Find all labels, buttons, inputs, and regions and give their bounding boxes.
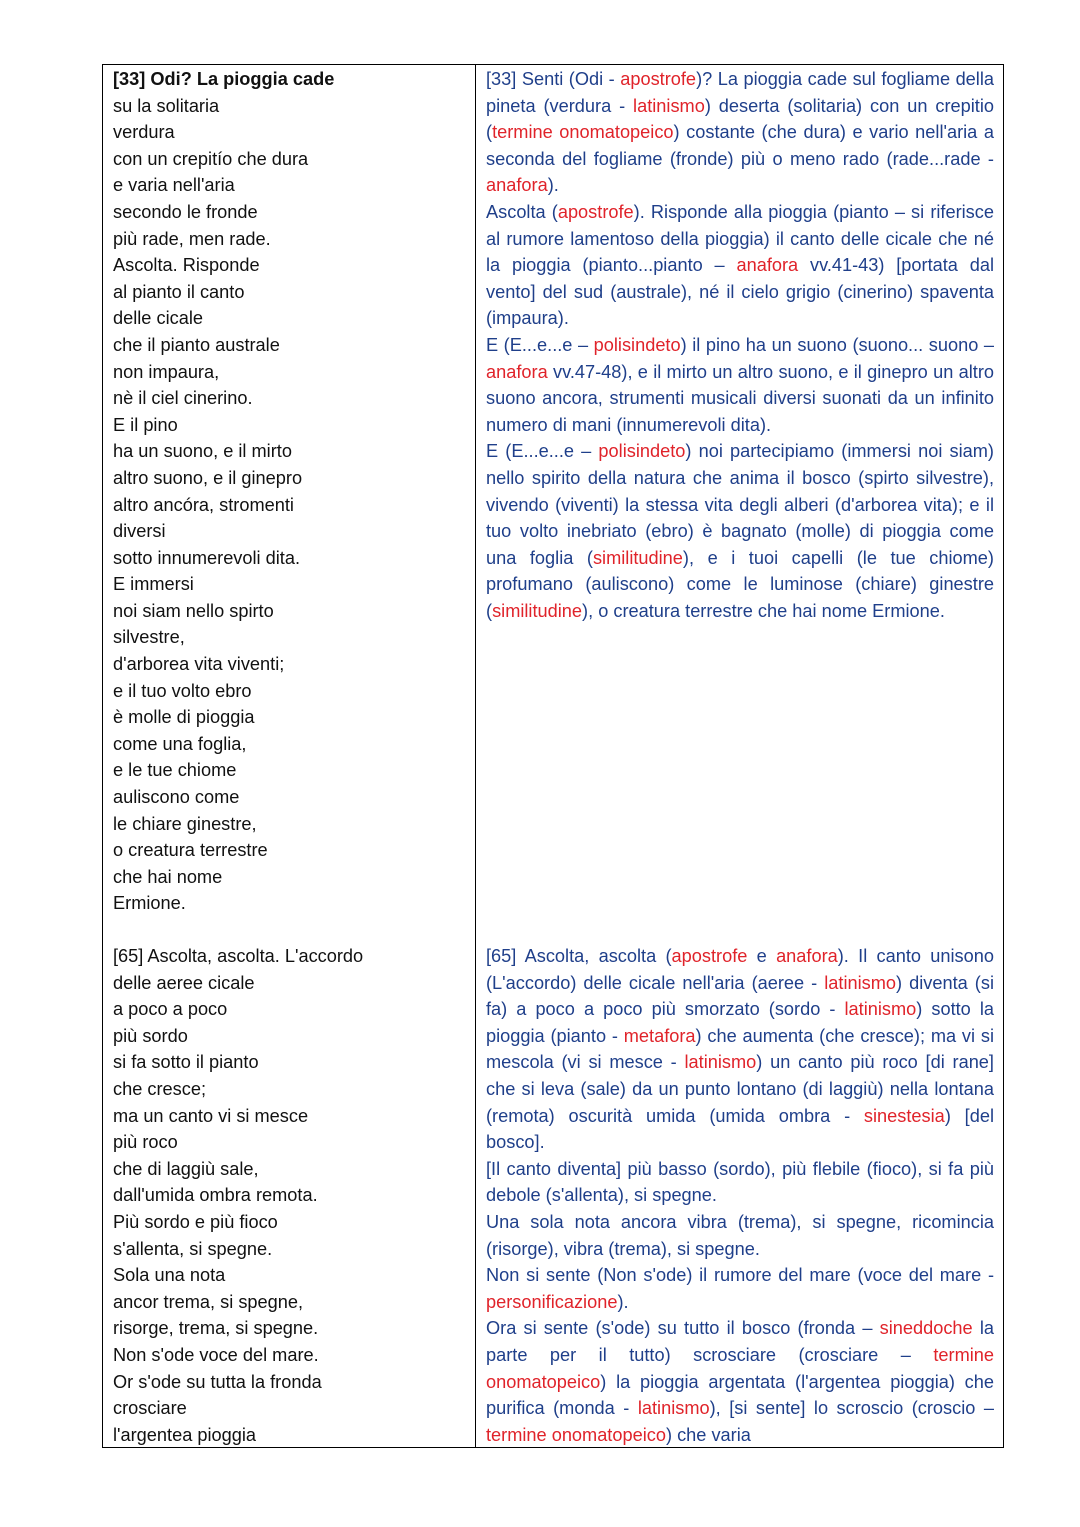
verse-line: a poco a poco <box>113 999 228 1020</box>
verse-line: secondo le fronde <box>113 201 258 222</box>
commentary-paragraph: [33] Senti (Odi - apostrofe)? La pioggia cade sul fogliame della pineta (verdura - latinismo) deserta (solitaria) con un crepitio (termine onomatopeico) costante (che dura) e vario nell'aria a seconda del fogliame (fronde) più o meno rado (rade...rade - anafora). <box>486 69 995 196</box>
commentary-paragraph: Ora si sente (s'ode) su tutto il bosco (fronda – sineddoche la parte per il tutto) scrosciare (crosciare – termine onomatopeico) la pioggia argentata (l'argentea pioggia) che purifica (monda - latinismo), [si sente] lo scroscio (croscio – termine onomatopeico) che varia <box>486 1318 994 1445</box>
figure-term: latinismo <box>824 972 897 993</box>
figure-term: latinismo <box>633 95 705 116</box>
figure-term: polisindeto <box>598 441 686 462</box>
verse-line: silvestre, <box>113 627 185 648</box>
verse-line: e le tue chiome <box>113 760 237 781</box>
verse-line: diversi <box>113 521 166 542</box>
verse-line: noi siam nello spirto <box>113 600 274 621</box>
figure-term: latinismo <box>684 1052 757 1073</box>
verse-line: altro suono, e il ginepro <box>113 467 303 488</box>
commentary-paragraph: E (E...e...e – polisindeto) il pino ha un suono (suono... suono – anafora vv.47-48), e il mirto un altro suono, e il ginepro un altro suono ancora, strumenti musicali diversi suonati da un infinito numero di mani (innumerevoli dita). <box>486 334 994 435</box>
commentary-paragraph: E (E...e...e – polisindeto) noi partecipiamo (immersi noi siam) nello spirito della natura che anima il bosco (spirto silvestre), vivendo (viventi) la stessa vita degli alberi (d'arborea vita); e il tuo volto inebriato (ebro) è bagnato (molle) di pioggia come una foglia (similitudine), e i tuoi capelli (le tue chiome) profumano (auliscono) come le luminose (chiare) ginestre (similitudine), o creatura terrestre che hai nome Ermione. <box>486 441 994 621</box>
commentary-block-65 <box>486 943 994 1448</box>
commentary-block-33 <box>486 66 994 624</box>
verse-line: più sordo <box>113 1025 188 1046</box>
verse-block-65 <box>113 943 468 1448</box>
commentary-paragraph: [Il canto diventa] più basso (sordo), più flebile (fioco), si fa più debole (s'allenta), si spegne. <box>486 1158 994 1206</box>
figure-term: termine onomatopeico <box>486 1424 666 1445</box>
figure-term: termine onomatopeico <box>486 1344 994 1392</box>
figure-term: anafora <box>736 255 799 276</box>
verse-line: d'arborea vita viventi; <box>113 654 285 675</box>
verse-line: si fa sotto il pianto <box>113 1052 259 1073</box>
verse-line: più rade, men rade. <box>113 228 271 249</box>
verse-line: che hai nome <box>113 866 223 887</box>
verse-line: Ascolta. Risponde <box>113 255 260 276</box>
figure-term: anafora <box>486 175 548 196</box>
verse-line: e il tuo volto ebro <box>113 680 252 701</box>
verse-line <box>113 66 468 93</box>
verse-line: Non s'ode voce del mare. <box>113 1344 319 1365</box>
verse-line: come una foglia, <box>113 733 247 754</box>
verse-line: e varia nell'aria <box>113 175 235 196</box>
verse-block-33 <box>113 66 468 917</box>
verse-line: nè il ciel cinerino. <box>113 388 253 409</box>
verse-line: o creatura terrestre <box>113 840 268 861</box>
figure-term: anafora <box>486 361 548 382</box>
commentary-paragraph: Non si sente (Non s'ode) il rumore del mare (voce del mare - personificazione). <box>486 1265 994 1312</box>
verse-line: E il pino <box>113 414 178 435</box>
column-divider <box>475 64 476 1448</box>
verse-line: risorge, trema, si spegne. <box>113 1318 319 1339</box>
verse-line: dall'umida ombra remota. <box>113 1185 318 1206</box>
verse-line: che di laggiù sale, <box>113 1158 259 1179</box>
verse-line: Più sordo e più fioco <box>113 1211 278 1232</box>
verse-line: ha un suono, e il mirto <box>113 441 292 462</box>
figure-term: sineddoche <box>879 1318 973 1339</box>
verse-line: altro ancóra, stromenti <box>113 494 294 515</box>
verse-line: verdura <box>113 122 175 143</box>
verse-line: s'allenta, si spegne. <box>113 1238 273 1259</box>
verse-line: [65] Ascolta, ascolta. L'accordo <box>113 946 364 966</box>
verse-line: ma un canto vi si mesce <box>113 1105 309 1126</box>
verse-line: che cresce; <box>113 1078 206 1099</box>
verse-line: Sola una nota <box>113 1265 226 1286</box>
verse-33-line-1: [33] Odi? La pioggia cade <box>113 69 335 89</box>
verse-line: al pianto il canto <box>113 281 245 302</box>
verse-line: non impaura, <box>113 361 220 382</box>
verse-line: Ermione. <box>113 893 186 914</box>
figure-term: apostrofe <box>557 201 634 222</box>
figure-term: similitudine <box>492 600 583 621</box>
figure-term: sinestesia <box>863 1105 945 1126</box>
verse-line: ancor trema, si spegne, <box>113 1291 304 1312</box>
commentary-paragraph: [65] Ascolta, ascolta (apostrofe e anafora). Il canto unisono (L'accordo) delle cicale nell'aria (aeree - latinismo) diventa (si fa) a poco a poco più smorzato (sordo - latinismo) sotto la pioggia (pianto - metafora) che aumenta (che cresce); ma vi si mescola (vi si mesce - latinismo) un canto più roco [di rane] che si leva (sale) da un punto lontano (di laggiù) nella lontana (remota) oscurità umida (umida ombra - sinestesia) [del bosco]. <box>486 946 994 1153</box>
figure-term: latinismo <box>637 1398 710 1419</box>
figure-term: latinismo <box>844 999 917 1020</box>
verse-line: sotto innumerevoli dita. <box>113 547 301 568</box>
commentary-paragraph: Ascolta (apostrofe). Risponde alla pioggia (pianto – si riferisce al rumore lamentoso della pioggia) il canto delle cicale che né la pioggia (pianto...pianto – anafora vv.41-43) [portata dal vento] del sud (australe), né il cielo grigio (cinerino) spaventa (impaura). <box>486 201 994 329</box>
figure-term: personificazione <box>486 1291 618 1312</box>
verse-line: crosciare <box>113 1398 187 1419</box>
figure-term: polisindeto <box>593 334 681 355</box>
figure-term: apostrofe <box>620 69 697 89</box>
figure-term: similitudine <box>592 547 683 568</box>
verse-line: è molle di pioggia <box>113 707 255 728</box>
verse-line: E immersi <box>113 574 194 595</box>
verse-line: delle aeree cicale <box>113 972 255 993</box>
verse-line: che il pianto australe <box>113 334 280 355</box>
figure-term: termine onomatopeico <box>492 122 674 143</box>
verse-line: auliscono come <box>113 787 240 808</box>
verse-line: le chiare ginestre, <box>113 813 257 834</box>
verse-line: con un crepitío che dura <box>113 148 309 169</box>
verse-line: Or s'ode su tutta la fronda <box>113 1371 322 1392</box>
figure-term: apostrofe <box>671 946 748 966</box>
figure-term: metafora <box>623 1025 696 1046</box>
verse-line: più roco <box>113 1132 178 1153</box>
verse-line: su la solitaria <box>113 95 220 116</box>
figure-term: anafora <box>776 946 838 966</box>
verse-line: delle cicale <box>113 308 203 329</box>
verse-line: l'argentea pioggia <box>113 1424 257 1445</box>
commentary-paragraph: Una sola nota ancora vibra (trema), si spegne, ricomincia (risorge), vibra (trema), si spegne. <box>486 1211 994 1259</box>
